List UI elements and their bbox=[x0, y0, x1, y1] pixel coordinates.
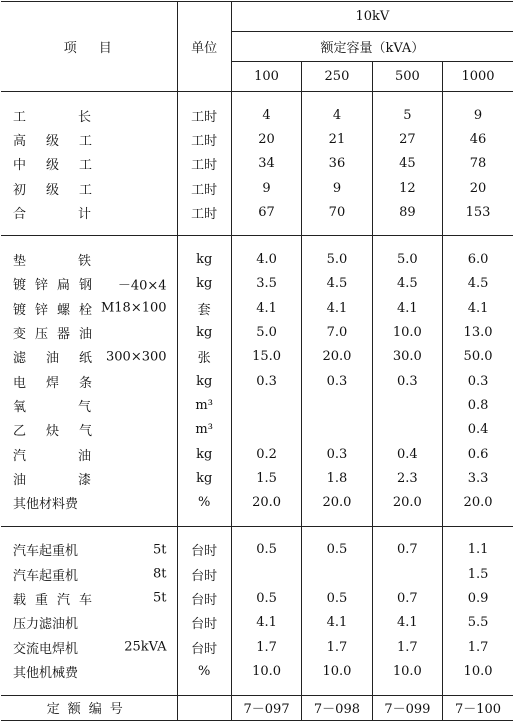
value-cell: 15.0 bbox=[231, 345, 301, 369]
value-cell: 4.5 bbox=[372, 272, 442, 296]
item-name: 工长 bbox=[13, 109, 144, 125]
item-name: 氧气 bbox=[13, 399, 144, 415]
value-cell: 0.5 bbox=[302, 538, 372, 562]
value-cell bbox=[231, 393, 301, 417]
spacer-cell bbox=[443, 236, 513, 248]
item-cell bbox=[1, 393, 177, 417]
value-cell: 0.3 bbox=[231, 369, 301, 393]
value-cell: 10.0 bbox=[231, 659, 301, 683]
material-row bbox=[1, 345, 513, 369]
material-row bbox=[1, 490, 513, 514]
spacer-cell bbox=[443, 224, 513, 236]
quota-code: 7－099 bbox=[372, 695, 442, 720]
item-cell bbox=[1, 562, 177, 586]
value-cell: 5 bbox=[372, 103, 442, 127]
value-cell: 20.0 bbox=[302, 345, 372, 369]
item-cell bbox=[1, 296, 177, 320]
value-cell: 0.5 bbox=[302, 586, 372, 610]
unit-cell: 套 bbox=[177, 296, 231, 320]
value-cell: 20.0 bbox=[372, 490, 442, 514]
value-cell: 0.5 bbox=[231, 586, 301, 610]
value-cell: 3.3 bbox=[443, 466, 513, 490]
value-cell: 5.0 bbox=[302, 247, 372, 271]
item-name: 中级工 bbox=[13, 158, 113, 174]
unit-cell: 台时 bbox=[177, 586, 231, 610]
machinery-row bbox=[1, 635, 513, 659]
value-cell: 153 bbox=[443, 200, 513, 224]
item-name: 其他材料费 bbox=[13, 497, 79, 513]
spacer-cell bbox=[302, 236, 372, 248]
spacer-row bbox=[1, 236, 513, 248]
spacer-row bbox=[1, 526, 513, 538]
item-spec: 5t bbox=[153, 590, 167, 606]
value-cell: 34 bbox=[231, 152, 301, 176]
header-capacity-value: 250 bbox=[302, 62, 372, 92]
value-cell: 10.0 bbox=[372, 320, 442, 344]
item-name: 初级工 bbox=[13, 182, 113, 198]
labor-row bbox=[1, 200, 513, 224]
quota-code: 7－097 bbox=[231, 695, 301, 720]
item-cell bbox=[1, 369, 177, 393]
item-cell bbox=[1, 152, 177, 176]
value-cell bbox=[302, 393, 372, 417]
item-cell bbox=[1, 320, 177, 344]
unit-cell: % bbox=[177, 659, 231, 683]
spacer-cell bbox=[177, 92, 231, 104]
value-cell: 1.7 bbox=[443, 635, 513, 659]
spacer-cell bbox=[177, 526, 231, 538]
value-cell: 1.5 bbox=[231, 466, 301, 490]
value-cell: 5.0 bbox=[372, 247, 442, 271]
item-name: 载重汽车 bbox=[13, 592, 102, 608]
labor-row bbox=[1, 176, 513, 200]
item-cell bbox=[1, 586, 177, 610]
value-cell: 4.1 bbox=[231, 611, 301, 635]
item-cell bbox=[1, 659, 177, 683]
value-cell: 50.0 bbox=[443, 345, 513, 369]
spacer-cell bbox=[231, 92, 301, 104]
value-cell: 46 bbox=[443, 127, 513, 151]
material-row bbox=[1, 393, 513, 417]
unit-cell: 台时 bbox=[177, 538, 231, 562]
value-cell: 4.0 bbox=[231, 247, 301, 271]
value-cell: 6.0 bbox=[443, 247, 513, 271]
value-cell: 10.0 bbox=[443, 659, 513, 683]
material-row bbox=[1, 466, 513, 490]
value-cell: 20 bbox=[443, 176, 513, 200]
item-cell bbox=[1, 538, 177, 562]
unit-cell: m³ bbox=[177, 393, 231, 417]
item-spec: 300×300 bbox=[106, 349, 167, 365]
item-cell bbox=[1, 611, 177, 635]
material-row bbox=[1, 296, 513, 320]
unit-cell: 工时 bbox=[177, 152, 231, 176]
spacer-cell bbox=[302, 515, 372, 527]
unit-cell: 工时 bbox=[177, 103, 231, 127]
spacer-cell bbox=[372, 92, 442, 104]
spacer-row bbox=[1, 92, 513, 104]
item-cell bbox=[1, 418, 177, 442]
value-cell bbox=[231, 418, 301, 442]
value-cell: 7.0 bbox=[302, 320, 372, 344]
value-cell: 1.7 bbox=[231, 635, 301, 659]
spacer-cell bbox=[1, 526, 177, 538]
labor-row bbox=[1, 152, 513, 176]
item-cell bbox=[1, 103, 177, 127]
header-capacity-value: 500 bbox=[372, 62, 442, 92]
value-cell: 1.8 bbox=[302, 466, 372, 490]
value-cell: 0.3 bbox=[302, 442, 372, 466]
spacer-cell bbox=[231, 526, 301, 538]
machinery-row bbox=[1, 538, 513, 562]
spacer-cell bbox=[1, 92, 177, 104]
machinery-row bbox=[1, 611, 513, 635]
labor-row bbox=[1, 127, 513, 151]
spacer-row bbox=[1, 515, 513, 527]
header-unit: 单位 bbox=[177, 2, 231, 92]
value-cell: 20.0 bbox=[443, 490, 513, 514]
value-cell: 0.8 bbox=[443, 393, 513, 417]
material-row bbox=[1, 442, 513, 466]
material-row bbox=[1, 247, 513, 271]
value-cell: 20 bbox=[231, 127, 301, 151]
item-cell bbox=[1, 635, 177, 659]
item-spec: －40×4 bbox=[117, 278, 167, 294]
item-spec: 8t bbox=[153, 566, 167, 582]
spacer-cell bbox=[1, 224, 177, 236]
value-cell: 9 bbox=[302, 176, 372, 200]
spacer-cell bbox=[1, 684, 177, 696]
spacer-cell bbox=[177, 236, 231, 248]
spacer-cell bbox=[302, 526, 372, 538]
item-cell bbox=[1, 490, 177, 514]
spacer-cell bbox=[372, 526, 442, 538]
spacer-cell bbox=[177, 684, 231, 696]
value-cell: 4.1 bbox=[302, 296, 372, 320]
machinery-row bbox=[1, 586, 513, 610]
value-cell: 30.0 bbox=[372, 345, 442, 369]
unit-cell: 台时 bbox=[177, 611, 231, 635]
item-cell bbox=[1, 466, 177, 490]
value-cell: 4.1 bbox=[372, 296, 442, 320]
unit-cell: 工时 bbox=[177, 176, 231, 200]
item-name: 合计 bbox=[13, 206, 144, 222]
item-name: 汽车起重机 bbox=[13, 544, 79, 560]
value-cell: 10.0 bbox=[372, 659, 442, 683]
spacer-cell bbox=[177, 515, 231, 527]
spacer-cell bbox=[231, 684, 301, 696]
item-name: 油漆 bbox=[13, 472, 144, 488]
value-cell bbox=[231, 562, 301, 586]
value-cell bbox=[372, 393, 442, 417]
unit-cell: m³ bbox=[177, 418, 231, 442]
unit-cell: kg bbox=[177, 466, 231, 490]
spacer-cell bbox=[302, 684, 372, 696]
unit-cell: kg bbox=[177, 320, 231, 344]
item-cell bbox=[1, 272, 177, 296]
value-cell: 27 bbox=[372, 127, 442, 151]
value-cell: 5.0 bbox=[231, 320, 301, 344]
spacer-cell bbox=[302, 92, 372, 104]
spacer-cell bbox=[443, 526, 513, 538]
item-cell bbox=[1, 176, 177, 200]
value-cell: 12 bbox=[372, 176, 442, 200]
material-row bbox=[1, 418, 513, 442]
quota-code: 7－100 bbox=[443, 695, 513, 720]
value-cell: 3.5 bbox=[231, 272, 301, 296]
value-cell: 4.1 bbox=[372, 611, 442, 635]
value-cell: 4.5 bbox=[443, 272, 513, 296]
spacer-cell bbox=[177, 224, 231, 236]
value-cell bbox=[302, 418, 372, 442]
value-cell: 0.9 bbox=[443, 586, 513, 610]
value-cell: 1.7 bbox=[372, 635, 442, 659]
value-cell: 4 bbox=[302, 103, 372, 127]
item-name: 高级工 bbox=[13, 133, 113, 149]
value-cell: 9 bbox=[231, 176, 301, 200]
spacer-cell bbox=[372, 224, 442, 236]
header-capacity: 额定容量（kVA） bbox=[231, 32, 513, 62]
item-cell bbox=[1, 127, 177, 151]
labor-row bbox=[1, 103, 513, 127]
unit-cell: kg bbox=[177, 442, 231, 466]
unit-cell: kg bbox=[177, 369, 231, 393]
value-cell: 0.3 bbox=[372, 369, 442, 393]
item-name: 滤油纸 bbox=[13, 351, 113, 367]
spacer-cell bbox=[1, 236, 177, 248]
machinery-row bbox=[1, 659, 513, 683]
value-cell: 20.0 bbox=[302, 490, 372, 514]
value-cell: 78 bbox=[443, 152, 513, 176]
spacer-cell bbox=[443, 684, 513, 696]
value-cell: 2.3 bbox=[372, 466, 442, 490]
value-cell: 13.0 bbox=[443, 320, 513, 344]
item-spec: 5t bbox=[153, 542, 167, 558]
header-capacity-value: 100 bbox=[231, 62, 301, 92]
value-cell: 0.2 bbox=[231, 442, 301, 466]
value-cell: 45 bbox=[372, 152, 442, 176]
header-item: 项目 bbox=[1, 2, 177, 92]
value-cell: 21 bbox=[302, 127, 372, 151]
footer-row bbox=[1, 695, 513, 720]
material-row bbox=[1, 320, 513, 344]
unit-cell: kg bbox=[177, 272, 231, 296]
value-cell: 0.5 bbox=[231, 538, 301, 562]
spacer-cell bbox=[231, 224, 301, 236]
value-cell: 0.7 bbox=[372, 586, 442, 610]
footer-unit-empty bbox=[177, 695, 231, 720]
spacer-cell bbox=[443, 92, 513, 104]
item-name: 汽车起重机 bbox=[13, 568, 79, 584]
header-capacity-value: 1000 bbox=[443, 62, 513, 92]
item-name: 交流电焊机 bbox=[13, 641, 79, 657]
item-name: 垫铁 bbox=[13, 254, 144, 270]
value-cell: 0.4 bbox=[372, 442, 442, 466]
item-name: 镀锌螺栓 bbox=[13, 302, 102, 318]
unit-cell: 张 bbox=[177, 345, 231, 369]
spacer-cell bbox=[372, 515, 442, 527]
quota-number-label: 定额编号 bbox=[1, 695, 177, 720]
spacer-row bbox=[1, 684, 513, 696]
value-cell: 0.3 bbox=[302, 369, 372, 393]
machinery-row bbox=[1, 562, 513, 586]
unit-cell: kg bbox=[177, 247, 231, 271]
quota-code: 7－098 bbox=[302, 695, 372, 720]
spacer-cell bbox=[231, 515, 301, 527]
value-cell: 9 bbox=[443, 103, 513, 127]
unit-cell: 台时 bbox=[177, 562, 231, 586]
item-cell bbox=[1, 200, 177, 224]
value-cell: 36 bbox=[302, 152, 372, 176]
value-cell: 0.7 bbox=[372, 538, 442, 562]
item-name: 电焊条 bbox=[13, 375, 113, 391]
value-cell: 1.1 bbox=[443, 538, 513, 562]
value-cell: 67 bbox=[231, 200, 301, 224]
item-spec: M18×100 bbox=[100, 300, 167, 316]
value-cell: 4 bbox=[231, 103, 301, 127]
value-cell bbox=[372, 418, 442, 442]
item-name: 其他机械费 bbox=[13, 665, 79, 681]
value-cell: 0.6 bbox=[443, 442, 513, 466]
material-row bbox=[1, 369, 513, 393]
spacer-cell bbox=[302, 224, 372, 236]
value-cell: 10.0 bbox=[302, 659, 372, 683]
spacer-cell bbox=[443, 515, 513, 527]
item-name: 汽油 bbox=[13, 448, 144, 464]
item-name: 乙炔气 bbox=[13, 424, 113, 440]
material-row bbox=[1, 272, 513, 296]
unit-cell: 台时 bbox=[177, 635, 231, 659]
value-cell: 5.5 bbox=[443, 611, 513, 635]
unit-cell: % bbox=[177, 490, 231, 514]
value-cell: 4.1 bbox=[231, 296, 301, 320]
spacer-cell bbox=[1, 515, 177, 527]
item-cell bbox=[1, 345, 177, 369]
unit-cell: 工时 bbox=[177, 200, 231, 224]
spacer-cell bbox=[372, 236, 442, 248]
spacer-cell bbox=[372, 684, 442, 696]
item-spec: 25kVA bbox=[124, 639, 167, 655]
unit-cell: 工时 bbox=[177, 127, 231, 151]
value-cell: 0.4 bbox=[443, 418, 513, 442]
item-name: 镀锌扁钢 bbox=[13, 278, 102, 294]
spacer-cell bbox=[231, 236, 301, 248]
value-cell: 70 bbox=[302, 200, 372, 224]
header-voltage: 10kV bbox=[231, 2, 513, 32]
item-name: 压力滤油机 bbox=[13, 617, 79, 633]
value-cell: 1.7 bbox=[302, 635, 372, 659]
spacer-row bbox=[1, 224, 513, 236]
item-cell bbox=[1, 247, 177, 271]
value-cell bbox=[372, 562, 442, 586]
value-cell: 4.1 bbox=[302, 611, 372, 635]
item-name: 变压器油 bbox=[13, 327, 102, 343]
value-cell: 4.1 bbox=[443, 296, 513, 320]
value-cell: 20.0 bbox=[231, 490, 301, 514]
item-cell bbox=[1, 442, 177, 466]
value-cell bbox=[302, 562, 372, 586]
quota-table bbox=[1, 1, 513, 721]
value-cell: 0.3 bbox=[443, 369, 513, 393]
value-cell: 1.5 bbox=[443, 562, 513, 586]
value-cell: 4.5 bbox=[302, 272, 372, 296]
value-cell: 89 bbox=[372, 200, 442, 224]
